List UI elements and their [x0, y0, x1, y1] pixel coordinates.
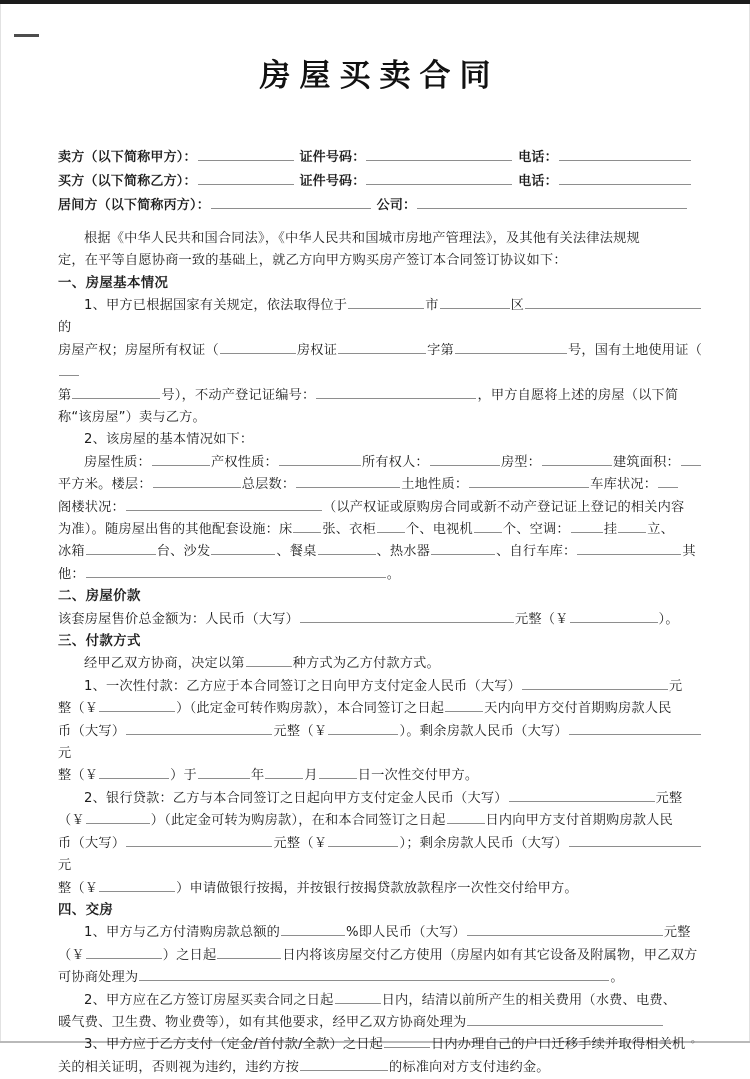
address-field[interactable] [525, 295, 701, 309]
section1-clause2-intro: 2、该房屋的基本情况如下： [84, 432, 254, 448]
spacer [58, 219, 702, 228]
loan-rest-number-field[interactable] [99, 878, 175, 892]
ac-wall-field[interactable] [571, 519, 603, 533]
tv-count-field[interactable] [474, 519, 502, 533]
section1-clause2-line4 [58, 519, 702, 541]
lump-l3-b: 元整（￥ [273, 723, 328, 739]
section3-clause2-line4 [58, 878, 702, 900]
s1c1-l3-text-c: ，甲方自愿将上述的房屋（以下简 [477, 387, 679, 403]
lump-days-field[interactable] [445, 698, 483, 712]
section-heading-4: 四、交房 [58, 902, 114, 918]
lump-month-field[interactable] [265, 765, 303, 779]
loan-first-words-field[interactable] [126, 833, 272, 847]
buyer-id-field[interactable] [366, 171, 512, 185]
payment-method-label-b: 种方式为乙方付款方式。 [292, 656, 440, 672]
section2-price-line [58, 609, 702, 631]
s1c2-l3-note: （以产权证或原购房合同或新不动产登记证上登记的相关内容 [322, 499, 685, 515]
hukou-label: 3、甲方应于乙方支付（定金/首付款/全款）之日起 [84, 1037, 384, 1053]
section3-clause1-line3 [58, 721, 702, 766]
floor-area-field[interactable] [681, 452, 701, 466]
broker-name-field[interactable] [211, 195, 371, 209]
section1-clause2-line3 [58, 497, 702, 519]
other-facilities-label: 他： [58, 566, 85, 582]
house-nature-label: 房屋性质： [84, 454, 151, 470]
section4-clause2-line2 [58, 1012, 702, 1034]
seller-phone-label: 电话： [518, 150, 558, 165]
lump-deposit-words-field[interactable] [522, 676, 668, 690]
s1c2-l6-period: 。 [386, 566, 401, 582]
broker-company-label: 公司： [376, 197, 417, 213]
ac-label: 个、空调： [502, 522, 570, 537]
buyer-id-label: 证件号码： [299, 173, 366, 189]
preamble-line-1: 根据《中华人民共和国合同法》，《中华人民共和国城市房地产管理法》，及其他有关法律法规规 [84, 230, 640, 246]
loan-label: 2、银行贷款：乙方与本合同签订之日起向甲方支付定金人民币（大写） [84, 790, 508, 806]
lump-rest-number-field[interactable] [99, 765, 169, 779]
hukou-l1-b: 日内办理自己的户口迁移手续并取得相关机 [431, 1037, 686, 1053]
wardrobe-label: 张、衣柜 [322, 522, 376, 537]
section3-clause1-line1 [58, 676, 702, 698]
payment-method-number-field[interactable] [246, 653, 292, 667]
waterheater-field[interactable] [431, 541, 495, 555]
lump-rest-words-field[interactable] [569, 721, 701, 735]
lump-l2-c: 天内向甲方交付首期购房款人民 [484, 701, 672, 717]
property-cert-word-field[interactable] [338, 340, 426, 354]
total-floors-label: 总层数： [241, 477, 296, 493]
ac-floor-field[interactable] [618, 519, 646, 533]
fees-l2-a: 暖气费、卫生费、物业费等），如有其他要求，经甲乙双方协商处理为 [58, 1014, 467, 1030]
section1-clause1-line1 [58, 295, 702, 340]
lump-l4-a: 整（￥ [58, 768, 99, 784]
loan-l3-a: 币（大写） [58, 835, 126, 851]
s1c1-l3-text-a: 第 [58, 387, 72, 403]
district-field[interactable] [440, 295, 510, 309]
handover-l2-a: （￥ [58, 947, 85, 963]
ownership-nature-field[interactable] [279, 452, 361, 466]
corner-dash-mark [14, 34, 39, 37]
seller-phone-field[interactable] [559, 147, 691, 161]
loan-rest-words-field[interactable] [569, 833, 701, 847]
lump-l2-b: ）（此定金可转作购房款），本合同签订之日起 [176, 701, 445, 717]
hukou-days-field[interactable] [384, 1034, 430, 1048]
section1-clause1-line2 [58, 340, 702, 385]
table-field[interactable] [318, 541, 376, 555]
section3-clause2-line3 [58, 833, 702, 878]
floor-area-label: 建筑面积： [612, 454, 680, 470]
page-title: 房屋买卖合同 [259, 58, 500, 94]
section3-clause2-line1 [58, 788, 702, 810]
s1c1-l3-text-b: 号），不动产登记证编号： [161, 387, 316, 403]
buyer-row [58, 171, 702, 193]
s1c1-l1-text-b: 市 [425, 297, 439, 313]
seller-row [58, 147, 702, 169]
section1-clause2-line1 [58, 452, 702, 474]
attic-status-label: 阁楼状况： [58, 499, 125, 515]
lump-first-words-field[interactable] [126, 721, 272, 735]
buyer-label: 买方（以下简称乙方）： [58, 173, 197, 189]
lump-deposit-yuan: 元 [669, 678, 683, 694]
s1c1-l2-text-a: 房屋产权；房屋所有权证（ [58, 342, 219, 358]
total-price-number-field[interactable] [570, 609, 658, 623]
fees-l3-period: 。 [690, 1032, 702, 1046]
section-heading-1: 一、房屋基本情况 [58, 275, 169, 291]
s1c1-l1-text-d: 的 [58, 320, 72, 336]
lump-first-number-field[interactable] [328, 721, 398, 735]
section1-clause1-line4: 称“该房屋”）卖与乙方。 [58, 409, 206, 425]
land-nature-field[interactable] [469, 474, 589, 488]
handover-l2-b: ）之日起 [162, 947, 217, 963]
loan-l3-b: 元整（￥ [273, 835, 328, 851]
preamble-line-2: 定，在平等自愿协商一致的基础上，就乙方向甲方购买房产签订本合同签订协议如下： [58, 253, 567, 269]
bike-garage-label: 、自行车库： [496, 544, 577, 560]
lump-deposit-number-field[interactable] [99, 698, 175, 712]
total-price-close: ）。 [658, 611, 679, 627]
total-floors-field[interactable] [296, 474, 400, 488]
section4-clause2-line1 [58, 990, 702, 1012]
section3-clause1-line2 [58, 698, 702, 720]
section1-clause1-line3 [58, 385, 702, 407]
section1-clause2-line2 [58, 474, 702, 496]
lump-l4-b: ）于 [170, 768, 197, 784]
handover-pct-field[interactable] [281, 922, 345, 936]
section3-intro [58, 653, 702, 675]
seller-name-field[interactable] [198, 147, 294, 161]
handover-l1-b: %即人民币（大写） [346, 925, 466, 941]
hukou-l2-b: 的标准向对方支付违约金。 [388, 1059, 550, 1075]
lump-l3-d: 元 [58, 746, 72, 762]
bed-count-field[interactable] [293, 519, 321, 533]
other-facilities-field[interactable] [86, 564, 386, 578]
lump-l4-d: 月 [304, 768, 318, 784]
total-price-words-field[interactable] [300, 609, 514, 623]
loan-deposit-words-field[interactable] [509, 788, 655, 802]
handover-days-field[interactable] [217, 945, 281, 959]
lump-l2-a: 整（￥ [58, 701, 99, 717]
handover-negotiation-field[interactable] [139, 967, 609, 981]
land-nature-label: 土地性质： [401, 477, 469, 493]
section4-clause1-line1 [58, 922, 702, 944]
owner-label: 所有权人： [361, 454, 429, 470]
page-edge-left [0, 4, 1, 1041]
waterheater-label: 、热水器 [376, 544, 431, 560]
loan-l2-b: ）（此定金可转为购房款），在和本合同签订之日起 [150, 813, 446, 829]
handover-l3-period: 。 [610, 970, 624, 986]
lump-l3-a: 币（大写） [58, 723, 126, 739]
floor-field[interactable] [153, 474, 241, 488]
house-nature-field[interactable] [152, 452, 210, 466]
wardrobe-count-field[interactable] [377, 519, 405, 533]
seller-label: 卖方（以下简称甲方）： [58, 150, 197, 165]
penalty-standard-field[interactable] [300, 1057, 388, 1071]
section4-clause1-line3 [58, 967, 702, 989]
total-price-label: 该套房屋售价总金额为：人民币（大写） [58, 611, 299, 627]
ownership-nature-label: 产权性质： [210, 454, 278, 470]
loan-l4-b: ）申请做银行按揭，并按银行按揭贷款放款程序一次性交付给甲方。 [176, 880, 578, 896]
section1-clause2-line5 [58, 541, 702, 563]
broker-company-field[interactable] [417, 195, 687, 209]
broker-label: 居间方（以下简称丙方）： [58, 197, 210, 213]
buyer-phone-label: 电话： [518, 173, 558, 189]
owner-field[interactable] [430, 452, 500, 466]
attic-status-field[interactable] [126, 497, 322, 511]
section4-clause3-line1 [58, 1034, 702, 1056]
sofa-field[interactable] [211, 541, 275, 555]
lump-day-field[interactable] [319, 765, 357, 779]
realestate-reg-no-field[interactable] [316, 385, 476, 399]
tv-label: 个、电视机 [405, 522, 473, 537]
garage-status-field[interactable] [658, 474, 678, 488]
loan-l3-c: ）；剩余房款人民币（大写） [399, 835, 568, 851]
buyer-phone-field[interactable] [559, 171, 691, 185]
house-type-label: 房型： [500, 454, 541, 470]
handover-l2-c: 日内将该房屋交付乙方使用（房屋内如有其它设备及附属物，甲乙双方 [282, 947, 698, 963]
hukou-l2-a: 关的相关证明，否则视为违约，违约方按 [58, 1059, 299, 1075]
s1c1-l1-text-c: 区 [510, 297, 525, 313]
house-type-field[interactable] [542, 452, 612, 466]
loan-l2-a: （￥ [58, 813, 85, 829]
s1c1-l2-text-c: 字第 [427, 342, 454, 358]
bed-label: 为准）。随房屋出售的其他配套设施：床 [58, 522, 293, 537]
fees-l1-b: 日内，结清以前所产生的相关费用（水费、电费、 [381, 992, 677, 1008]
lump-sum-label: 1、一次性付款：乙方应于本合同签订之日向甲方支付定金人民币（大写） [84, 678, 521, 694]
ac-floor-label: 立、 [647, 522, 674, 537]
section-heading-3: 三、付款方式 [58, 634, 141, 650]
lump-year-field[interactable] [198, 765, 250, 779]
payment-method-label-a: 经甲乙双方协商，决定以第 [84, 656, 245, 672]
bike-garage-field[interactable] [577, 541, 681, 555]
handover-l3-a: 可协商处理为 [58, 970, 139, 986]
other-label-head: 其 [682, 544, 696, 560]
fridge-label: 冰箱 [58, 544, 85, 560]
section4-clause3-line2 [58, 1057, 702, 1079]
seller-id-field[interactable] [366, 147, 512, 161]
fees-days-field[interactable] [335, 990, 381, 1004]
property-cert-prefix-field[interactable] [220, 340, 296, 354]
section4-clause1-line2 [58, 945, 702, 967]
property-cert-no-field[interactable] [455, 340, 567, 354]
ac-wall-label: 挂 [603, 522, 618, 537]
fees-label: 2、甲方应在乙方签订房屋买卖合同之日起 [84, 992, 334, 1008]
loan-l4-a: 整（￥ [58, 880, 99, 896]
land-cert-no-field[interactable] [72, 385, 160, 399]
contract-body [58, 147, 702, 1079]
seller-id-label: 证件号码： [299, 150, 366, 165]
handover-pct-label: 1、甲方与乙方付清购房款总额的 [84, 925, 281, 941]
city-field[interactable] [348, 295, 424, 309]
table-label: 、餐桌 [276, 544, 317, 560]
buyer-name-field[interactable] [198, 171, 294, 185]
handover-l1-c: 元整 [663, 925, 691, 941]
broker-row [58, 195, 702, 217]
loan-first-number-field[interactable] [328, 833, 398, 847]
lump-l4-e: 日一次性交付甲方。 [357, 768, 479, 784]
lump-l3-c: ）。剩余房款人民币（大写） [399, 723, 568, 739]
handover-amount-words-field[interactable] [467, 922, 663, 936]
fridge-count-field[interactable] [86, 541, 156, 555]
sofa-label: 台、沙发 [156, 544, 211, 560]
s1c1-l1-text-a: 1、甲方已根据国家有关规定，依法取得位于 [84, 297, 348, 313]
loan-l2-c: 日内向甲方支付首期购房款人民 [485, 813, 673, 829]
handover-amount-number-field[interactable] [86, 945, 162, 959]
s1c1-l2-text-d: 号，国有土地使用证（ [567, 342, 703, 358]
s1c1-l2-text-b: 房权证 [296, 342, 338, 358]
section3-clause2-line2 [58, 810, 702, 832]
section1-clause2-line6 [58, 564, 702, 586]
loan-deposit-yuan: 元整 [655, 790, 683, 806]
land-cert-prefix-field[interactable] [59, 362, 79, 376]
floor-label: 平方米。楼层： [58, 477, 152, 493]
lump-l4-c: 年 [250, 768, 265, 784]
loan-deposit-number-field[interactable] [86, 810, 150, 824]
garage-status-label: 车库状况： [590, 477, 658, 493]
section3-clause1-line4 [58, 765, 702, 787]
fees-negotiation-field[interactable] [467, 1012, 663, 1026]
total-price-yuan-label: 元整（￥ [514, 611, 569, 627]
loan-days-field[interactable] [447, 810, 485, 824]
section-heading-2: 二、房屋价款 [58, 589, 141, 605]
loan-l3-d: 元 [58, 858, 72, 874]
